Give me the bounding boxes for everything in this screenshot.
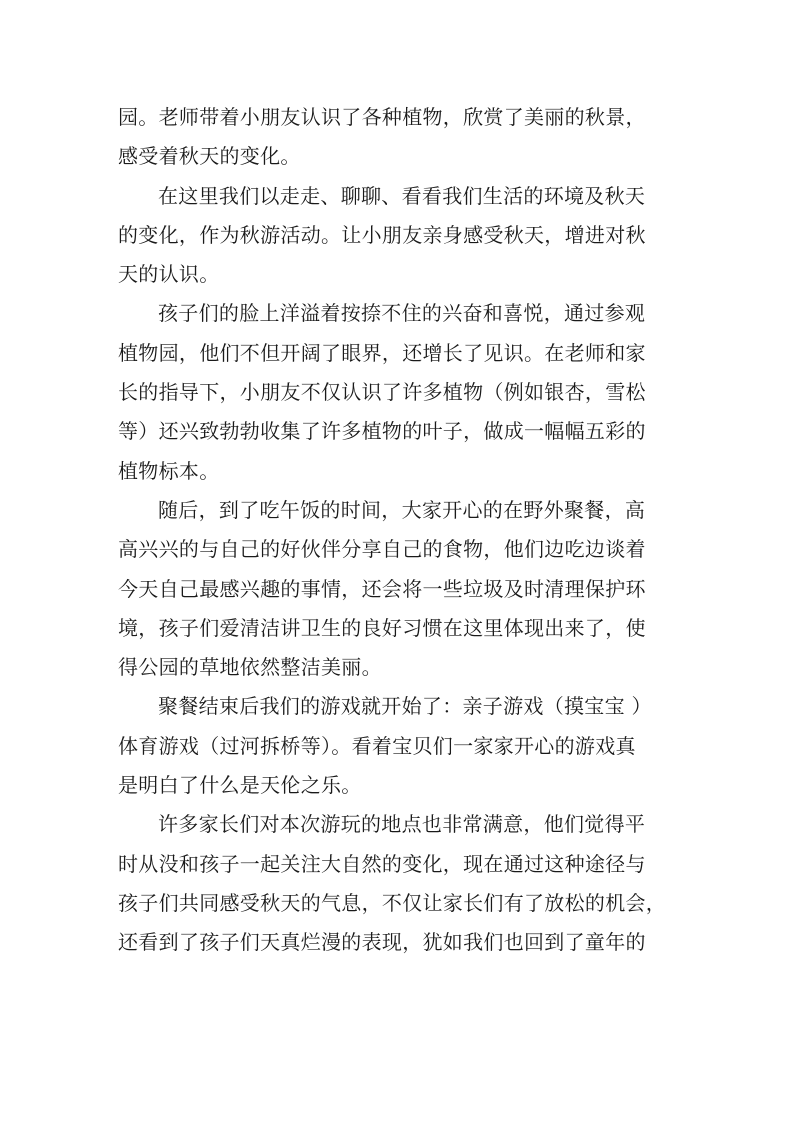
- text-line: 孩子们的脸上洋溢着按捺不住的兴奋和喜悦，通过参观: [158, 301, 646, 326]
- text-line: 感受着秋天的变化。: [118, 144, 301, 169]
- text-line: 许多家长们对本次游玩的地点也非常满意，他们觉得平: [158, 812, 646, 837]
- text-line: 还看到了孩子们天真烂漫的表现，犹如我们也回到了童年的: [118, 930, 646, 955]
- paragraph: [118, 177, 678, 295]
- paragraph: [118, 294, 678, 490]
- text-line: 时从没和孩子一起关注大自然的变化，现在通过这种途径与: [118, 851, 646, 876]
- text-line: 园。老师带着小朋友认识了各种植物，欣赏了美丽的秋景，: [118, 105, 646, 129]
- text-line: 植物标本。: [118, 458, 220, 483]
- text-line: 植物园，他们不但开阔了眼界，还增长了见识。在老师和家: [118, 340, 646, 365]
- paragraph: [118, 98, 678, 177]
- text-line: 天的认识。: [118, 262, 220, 287]
- text-line: 等）还兴致勃勃收集了许多植物的叶子，做成一幅幅五彩的: [118, 419, 646, 444]
- text-line: 高兴兴的与自己的好伙伴分享自己的食物，他们边吃边谈着: [118, 537, 646, 562]
- document-body: [118, 98, 678, 963]
- paragraph: [118, 805, 678, 962]
- text-line: 孩子们共同感受秋天的气息，不仅让家长们有了放松的机会，: [118, 890, 667, 915]
- text-line: 的变化，作为秋游活动。让小朋友亲身感受秋天，增进对秋: [118, 222, 646, 247]
- paragraph: [118, 491, 678, 687]
- text-line: 长的指导下，小朋友不仅认识了许多植物（例如银杏，雪松: [118, 380, 646, 405]
- paragraph: [118, 687, 678, 805]
- text-line: 体育游戏（过河拆桥等）。看着宝贝们一家家开心的游戏真: [118, 733, 636, 758]
- text-line: 在这里我们以走走、聊聊、看看我们生活的环境及秋天: [158, 183, 646, 208]
- text-line: 随后，到了吃午饭的时间，大家开心的在野外聚餐，高: [158, 497, 646, 522]
- text-line: 得公园的草地依然整洁美丽。: [118, 655, 382, 680]
- text-line: 今天自己最感兴趣的事情，还会将一些垃圾及时清理保护环: [118, 576, 646, 601]
- text-line: 是明白了什么是天伦之乐。: [118, 773, 362, 798]
- text-line: 聚餐结束后我们的游戏就开始了：亲子游戏（摸宝宝 ）: [158, 694, 652, 719]
- text-line: 境，孩子们爱清洁讲卫生的良好习惯在这里体现出来了，使: [118, 615, 646, 640]
